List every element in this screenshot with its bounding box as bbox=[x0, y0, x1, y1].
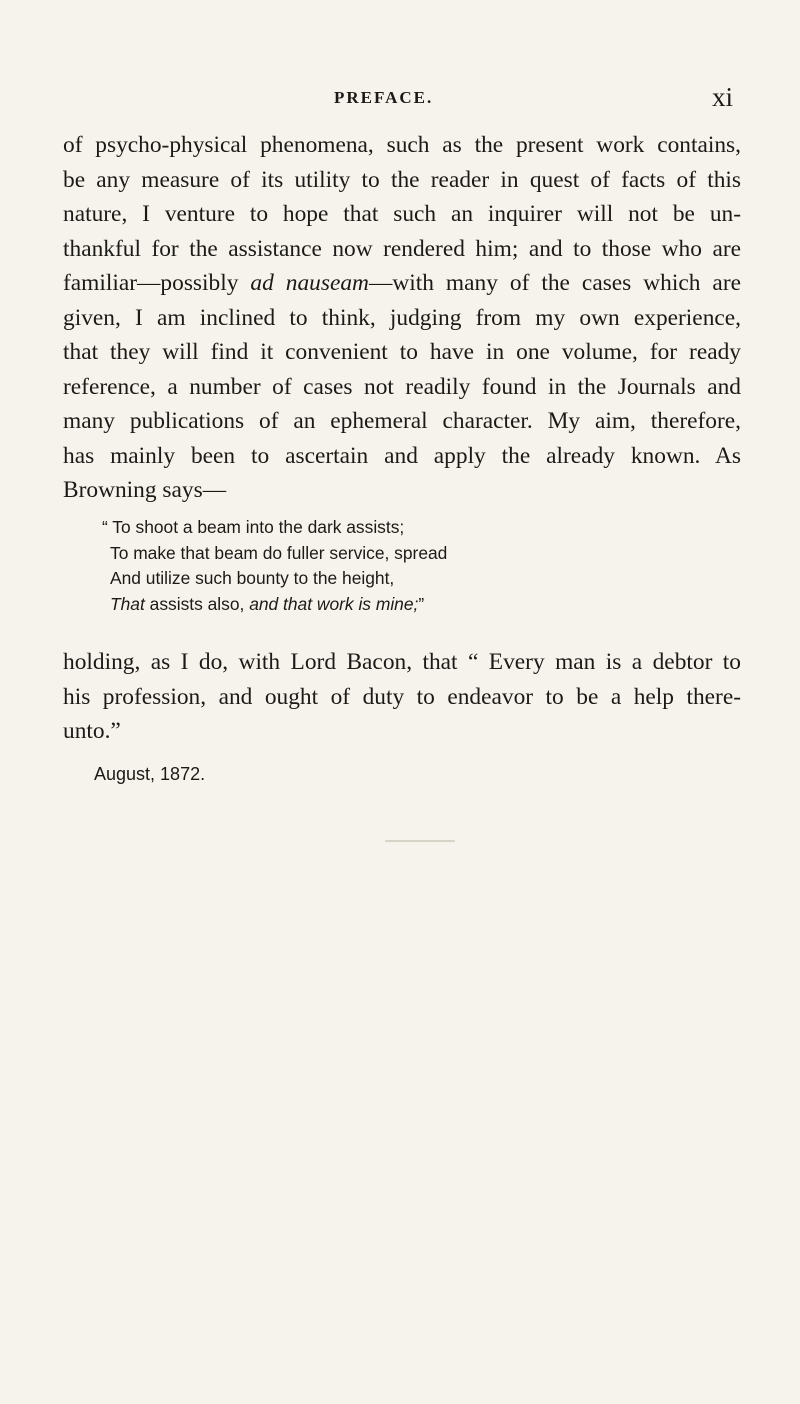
paragraph-1 bbox=[63, 128, 741, 508]
text-line: holding, as I do, with Lord Bacon, that “ Every man is a debtor to bbox=[63, 649, 741, 675]
text-line: Browning says— bbox=[63, 477, 227, 503]
paragraph-2 bbox=[63, 645, 741, 749]
text-line: of psycho-physical phenomena, such as the present work contains, bbox=[63, 132, 741, 158]
text-segment: familiar—possibly bbox=[63, 270, 251, 296]
verse-line-mixed bbox=[110, 592, 447, 618]
text-line: nature, I venture to hope that such an inquirer will not be un- bbox=[63, 201, 741, 227]
text-line: unto.” bbox=[63, 718, 121, 744]
verse-segment: assists also, bbox=[144, 593, 250, 614]
running-head-title: PREFACE. bbox=[334, 88, 434, 107]
verse-segment: and that work is mine; bbox=[249, 593, 419, 614]
text-line: given, I am inclined to think, judging from my own experience, bbox=[63, 304, 741, 331]
page-number: xi bbox=[712, 82, 734, 112]
text-line: has mainly been to ascertain and apply the already known. As bbox=[63, 442, 741, 469]
latin-phrase: ad nauseam bbox=[250, 270, 369, 296]
verse-line: To make that beam do fuller service, spread bbox=[110, 542, 448, 563]
text-line: his profession, and ought of duty to endeavor to be a help there- bbox=[63, 683, 741, 710]
text-line: reference, a number of cases not readily found in the Journals and bbox=[63, 373, 741, 400]
text-line-mixed bbox=[63, 266, 741, 301]
text-line: that they will find it convenient to have in one volume, for ready bbox=[63, 339, 741, 365]
text-line: be any measure of its utility to the reader in quest of facts of this bbox=[63, 166, 741, 193]
page-smudge bbox=[385, 840, 455, 842]
verse-segment: That bbox=[110, 593, 145, 614]
text-line: thankful for the assistance now rendered him; and to those who are bbox=[63, 235, 741, 262]
verse-line: “ To shoot a beam into the dark assists; bbox=[102, 517, 405, 537]
text-line: many publications of an ephemeral character. My aim, therefore, bbox=[63, 408, 741, 434]
verse-line: And utilize such bounty to the height, bbox=[110, 568, 395, 588]
preface-date: August, 1872. bbox=[94, 764, 206, 784]
verse-segment: ” bbox=[418, 593, 425, 614]
text-segment: —with many of the cases which are bbox=[368, 270, 741, 296]
running-head bbox=[0, 82, 800, 116]
verse-quotation bbox=[102, 515, 448, 617]
